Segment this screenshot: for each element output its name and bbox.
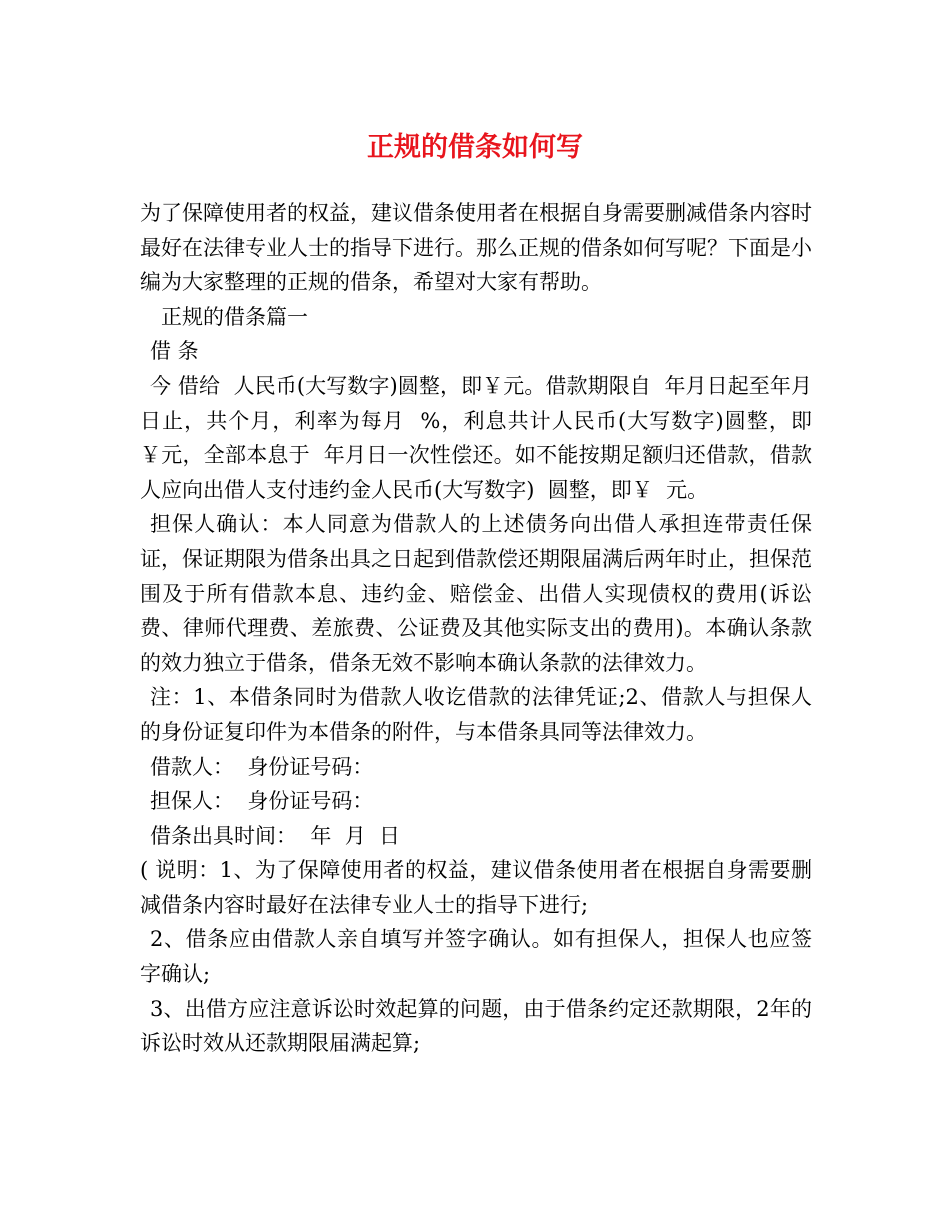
page-title: 正规的借条如何写 [367,132,583,163]
guarantor-line: 担保人： 身份证号码： [150,789,374,814]
borrower-line: 借款人： 身份证号码： [150,754,374,779]
explanation-1: ( 说明：1、为了保障使用者的权益，建议借条使用者在根据自身需要删减借条内容时最好在法律专业人士的指导下进行; [140,858,812,917]
explanation-2: 2、借条应由借款人亲自填写并签字确认。如有担保人，担保人也应签字确认; [140,927,812,987]
note-paragraph: 注：1、本借条同时为借款人收讫借款的法律凭证;2、借款人与担保人的身份证复印件为本借条的附件，与本借条具同等法律效力。 [140,685,812,744]
explanation-3: 3、出借方应注意诉讼时效起算的问题，由于借条约定还款期限，2年的诉讼时效从还款期限届满起算; [140,996,812,1056]
guarantor-confirmation-paragraph: 担保人确认：本人同意为借款人的上述债务向出借人承担连带责任保证，保证期限为借条出具之日起到借款偿还期限届满后两年时止，担保范围及于所有借款本息、违约金、赔偿金、出借人实现债权的费用(诉讼费、律师代理费、差旅费、公证费及其他实际支出的费用)。本确认条款的效力独立于借条，借条无效不影响本确认条款的法律效力。 [140,512,812,675]
intro-paragraph: 为了保障使用者的权益，建议借条使用者在根据自身需要删减借条内容时最好在法律专业人士的指导下进行。那么正规的借条如何写呢？下面是小编为大家整理的正规的借条，希望对大家有帮助。 [140,201,812,295]
date-line: 借条出具时间： 年 月 日 [150,823,401,848]
note-heading: 借 条 [150,339,199,364]
document-body [140,196,812,1061]
section-heading: 正规的借条篇一 [161,304,308,329]
loan-body-paragraph: 今 借给 人民币(大写数字)圆整，即￥元。借款期限自 年月日起至年月日止，共个月，利率为每月 %，利息共计人民币(大写数字)圆整，即￥元，全部本息于 年月日一次性偿还。如不能按期足额归还借款，借款人应向出借人支付违约金人民币(大写数字) 圆整，即￥ 元。 [140,373,812,502]
